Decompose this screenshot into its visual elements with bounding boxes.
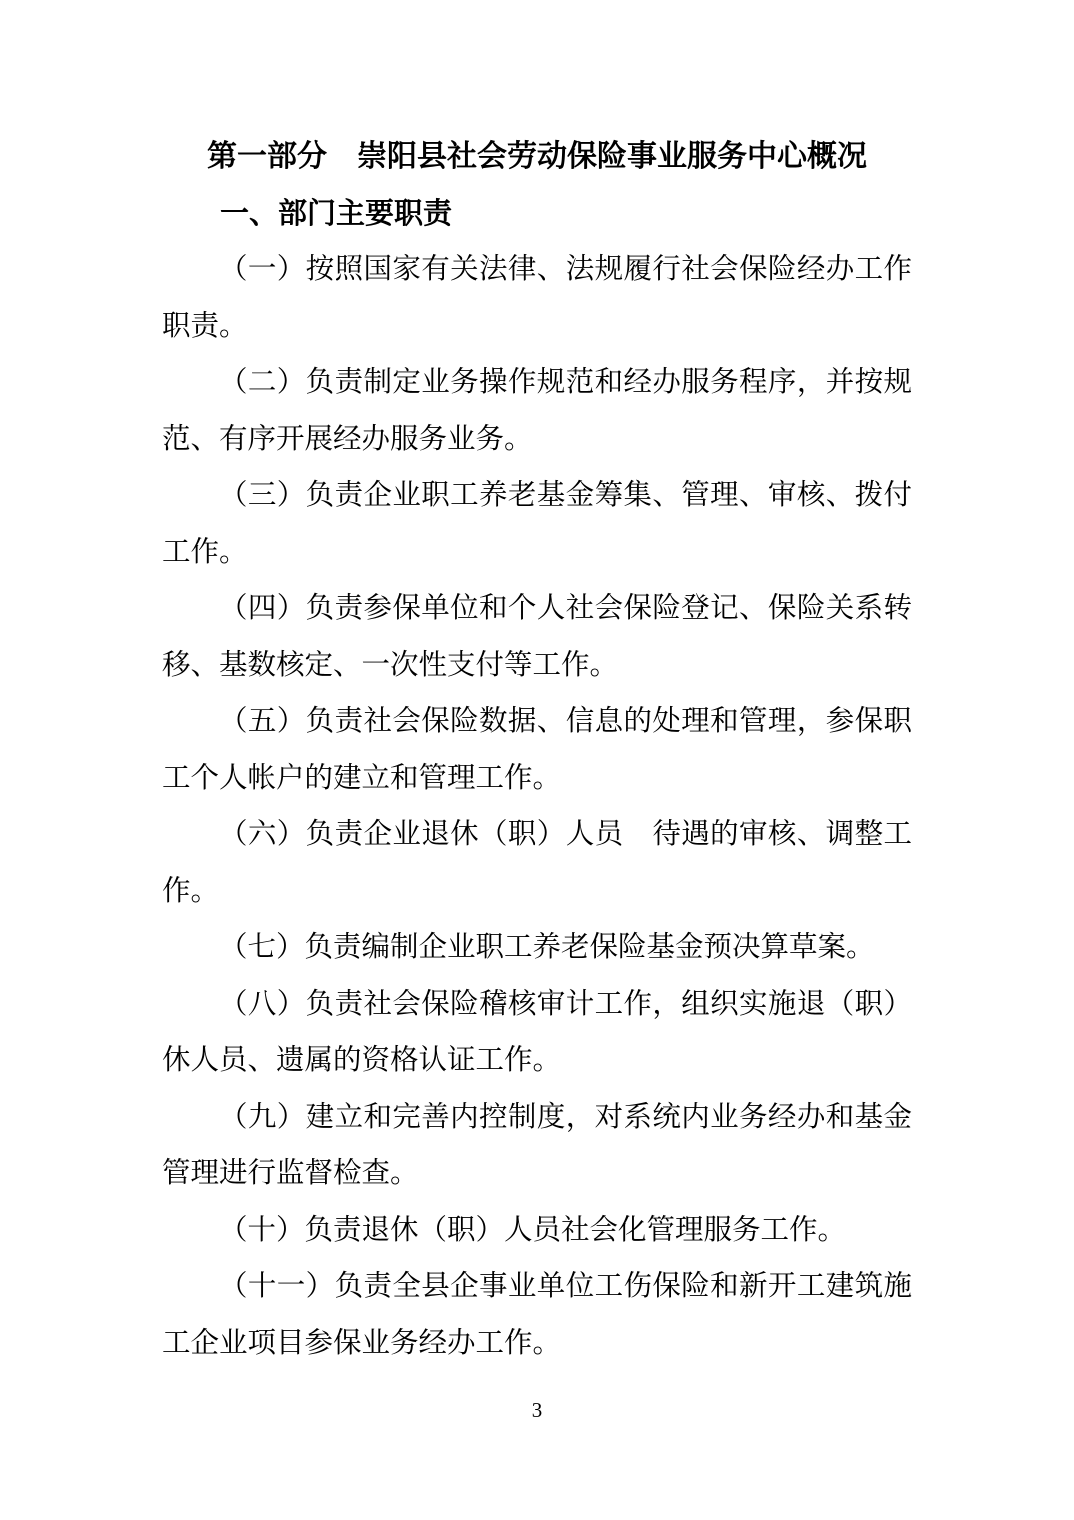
duty-item-1: （一）按照国家有关法律、法规履行社会保险经办工作职责。 — [162, 254, 912, 342]
duty-item-9: （九）建立和完善内控制度，对系统内业务经办和基金管理进行监督检查。 — [162, 1101, 912, 1189]
duty-item-3: （三）负责企业职工养老基金筹集、管理、审核、拨付工作。 — [162, 480, 912, 568]
duty-item-11: （十一）负责全县企事业单位工伤保险和新开工建筑施工企业项目参保业务经办工作。 — [162, 1271, 912, 1359]
duty-item-7: （七）负责编制企业职工养老保险基金预决算草案。 — [219, 932, 875, 963]
page-number: 3 — [531, 1398, 543, 1422]
section-heading: 一、部门主要职责 — [220, 197, 453, 230]
duty-item-10: （十）负责退休（职）人员社会化管理服务工作。 — [219, 1214, 847, 1246]
duty-item-8: （八）负责社会保险稽核审计工作，组织实施退（职）休人员、遗属的资格认证工作。 — [162, 988, 912, 1076]
duty-item-2: （二）负责制定业务操作规范和经办服务程序，并按规范、有序开展经办服务业务。 — [162, 367, 912, 455]
document-content — [162, 129, 912, 1372]
duty-item-4: （四）负责参保单位和个人社会保险登记、保险关系转移、基数核定、一次性支付等工作。 — [162, 593, 912, 681]
duty-item-5: （五）负责社会保险数据、信息的处理和管理，参保职工个人帐户的建立和管理工作。 — [162, 706, 912, 794]
document-title: 第一部分 崇阳县社会劳动保险事业服务中心概况 — [207, 140, 867, 173]
duty-item-6: （六）负责企业退休（职）人员 待遇的审核、调整工作。 — [162, 819, 912, 907]
